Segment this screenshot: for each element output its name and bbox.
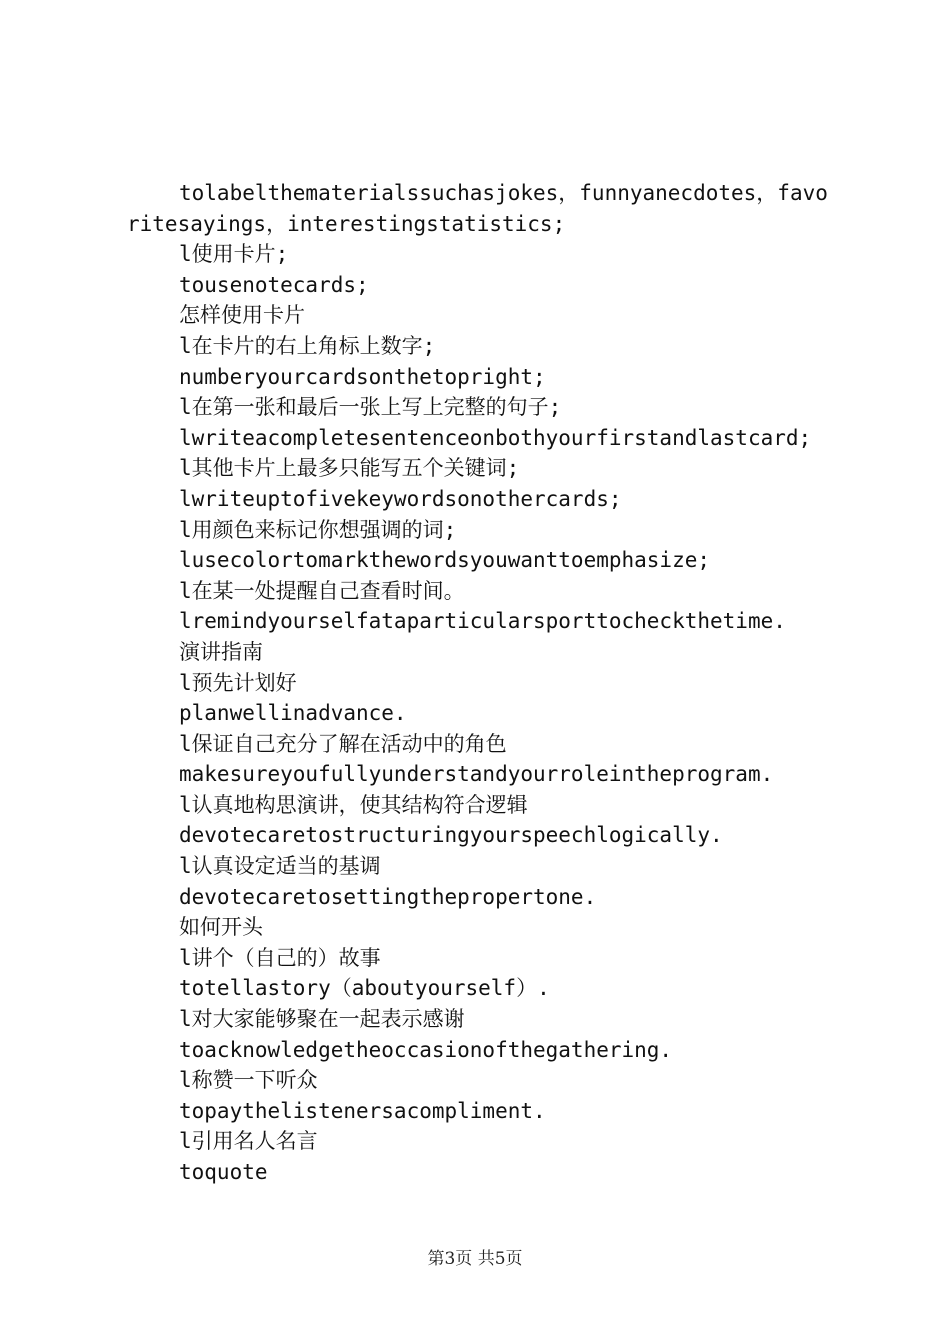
text-line: makesureyoufullyunderstandyourroleintheprogram. bbox=[179, 762, 774, 787]
text-line: tolabelthematerialssuchasjokes，funnyanecdotes，favoritesayings，interestingstatistics; bbox=[127, 181, 828, 236]
document-body bbox=[127, 178, 832, 1188]
text-line: l其他卡片上最多只能写五个关键词; bbox=[179, 456, 520, 481]
text-line: tousenotecards; bbox=[179, 272, 369, 297]
section-heading: 演讲指南 bbox=[179, 639, 263, 664]
text-line: devotecaretostructuringyourspeechlogically. bbox=[179, 823, 723, 848]
text-line: l预先计划好 bbox=[179, 670, 297, 695]
text-line: l认真设定适当的基调 bbox=[179, 854, 381, 879]
text-line: numberyourcardsonthetopright; bbox=[179, 364, 546, 389]
text-line: l使用卡片; bbox=[179, 242, 289, 267]
text-line: l保证自己充分了解在活动中的角色 bbox=[179, 731, 507, 756]
text-line: lusecolortomarkthewordsyouwanttoemphasize; bbox=[179, 548, 711, 573]
section-heading: 如何开头 bbox=[179, 915, 263, 940]
text-line: l用颜色来标记你想强调的词; bbox=[179, 517, 457, 542]
text-line: totellastory（aboutyourself）. bbox=[179, 976, 550, 1001]
text-line: l在第一张和最后一张上写上完整的句子; bbox=[179, 395, 562, 420]
text-line: l对大家能够聚在一起表示感谢 bbox=[179, 1007, 465, 1032]
text-line: l讲个（自己的）故事 bbox=[179, 945, 381, 970]
text-line: toacknowledgetheoccasionofthegathering. bbox=[179, 1037, 673, 1062]
text-line: l在某一处提醒自己查看时间。 bbox=[179, 578, 465, 603]
text-line: l在卡片的右上角标上数字; bbox=[179, 333, 436, 358]
text-line: planwellinadvance. bbox=[179, 701, 407, 726]
text-line: l引用名人名言 bbox=[179, 1129, 318, 1154]
text-line: lwriteuptofivekeywordsonothercards; bbox=[179, 486, 622, 511]
page-number-footer: 第3页 共5页 bbox=[427, 1249, 523, 1269]
text-line: toquote bbox=[179, 1160, 268, 1184]
section-heading: 怎样使用卡片 bbox=[179, 303, 305, 328]
text-line: lwriteacompletesentenceonbothyourfirstandlastcard; bbox=[179, 425, 812, 450]
text-line: topaythelistenersacompliment. bbox=[179, 1098, 546, 1123]
text-line: lremindyourselfataparticularsporttocheckthetime. bbox=[179, 609, 786, 634]
text-line: l认真地构思演讲，使其结构符合逻辑 bbox=[179, 792, 528, 817]
text-line: l称赞一下听众 bbox=[179, 1068, 318, 1093]
text-line: devotecaretosettingthepropertone. bbox=[179, 884, 597, 909]
